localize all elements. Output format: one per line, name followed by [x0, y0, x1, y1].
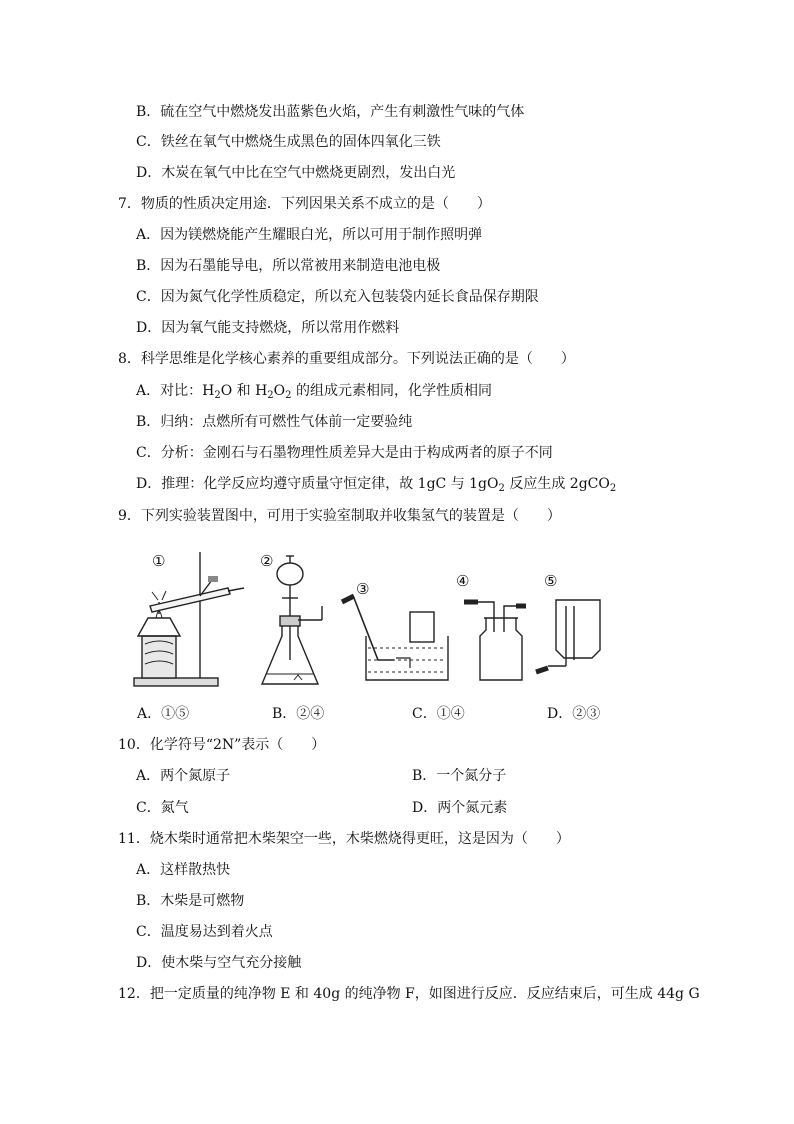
question-11: 11．烧木柴时通常把木柴架空一些，木柴燃烧得更旺，这是因为（ ） [118, 831, 570, 847]
apparatus-1-label: ① [152, 552, 166, 570]
q6-option-b: B．硫在空气中燃烧发出蓝紫色火焰，产生有刺激性气味的气体 [136, 104, 525, 120]
question-8: 8．科学思维是化学核心素养的重要组成部分。下列说法正确的是（ ） [118, 351, 575, 367]
apparatus-4-label: ④ [456, 572, 470, 590]
q10-option-d: D．两个氮元素 [412, 800, 508, 816]
question-12: 12．把一定质量的纯净物 E 和 40g 的纯净物 F，如图进行反应．反应结束后，可生成 44g G [118, 986, 700, 1002]
apparatus-5-label: ⑤ [544, 572, 558, 590]
q7-option-d: D．因为氧气能支持燃烧，所以常用作燃料 [136, 320, 400, 336]
q9-option-a: A．①⑤ [137, 706, 190, 722]
apparatus-3 [342, 580, 448, 680]
q9-option-d: D．②③ [547, 706, 601, 722]
q11-option-d: D．使木柴与空气充分接触 [136, 955, 302, 971]
apparatus-1 [134, 552, 244, 686]
apparatus-2-label: ② [260, 552, 274, 570]
question-9: 9．下列实验装置图中，可用于实验室制取并收集氢气的装置是（ ） [118, 508, 561, 524]
q6-option-d: D．木炭在氧气中比在空气中燃烧更剧烈，发出白光 [136, 165, 456, 181]
apparatus-5 [536, 572, 600, 672]
q11-option-c: C．温度易达到着火点 [136, 924, 273, 940]
q6-option-c: C．铁丝在氧气中燃烧生成黑色的固体四氧化三铁 [136, 134, 441, 150]
question-7: 7．物质的性质决定用途．下列因果关系不成立的是（ ） [118, 196, 491, 212]
q8-option-a: A．对比：$H_2O$ 和 $H_2O_2$ 的组成元素相同，化学性质相同 [136, 383, 492, 401]
lab-apparatus-figure [128, 540, 648, 695]
q7-option-c: C．因为氮气化学性质稳定，所以充入包装袋内延长食品保存期限 [136, 289, 539, 305]
q8-option-b: B．归纳：点燃所有可燃性气体前一定要验纯 [136, 414, 413, 430]
q11-option-a: A．这样散热快 [136, 862, 231, 878]
apparatus-2 [260, 552, 322, 684]
q8-option-d: D．推理：化学反应均遵守质量守恒定律，故 1gC 与 $1gO_2$ 反应生成 2gCO$_2$ [136, 476, 617, 494]
q10-option-b: B．一个氮分子 [412, 768, 507, 784]
question-10: 10．化学符号“2N”表示（ ） [118, 737, 326, 753]
apparatus-3-label: ③ [356, 580, 370, 598]
q10-option-c: C．氮气 [136, 800, 189, 816]
apparatus-4 [456, 572, 526, 680]
q7-option-a: A．因为镁燃烧能产生耀眼白光，所以可用于制作照明弹 [136, 227, 483, 243]
q11-option-b: B．木柴是可燃物 [136, 893, 245, 909]
q7-option-b: B．因为石墨能导电，所以常被用来制造电池电极 [136, 258, 441, 274]
q9-option-c: C．①④ [412, 706, 465, 722]
q10-option-a: A．两个氮原子 [136, 768, 231, 784]
q9-option-b: B．②④ [272, 706, 325, 722]
q8-option-c: C．分析：金刚石与石墨物理性质差异大是由于构成两者的原子不同 [136, 445, 553, 461]
